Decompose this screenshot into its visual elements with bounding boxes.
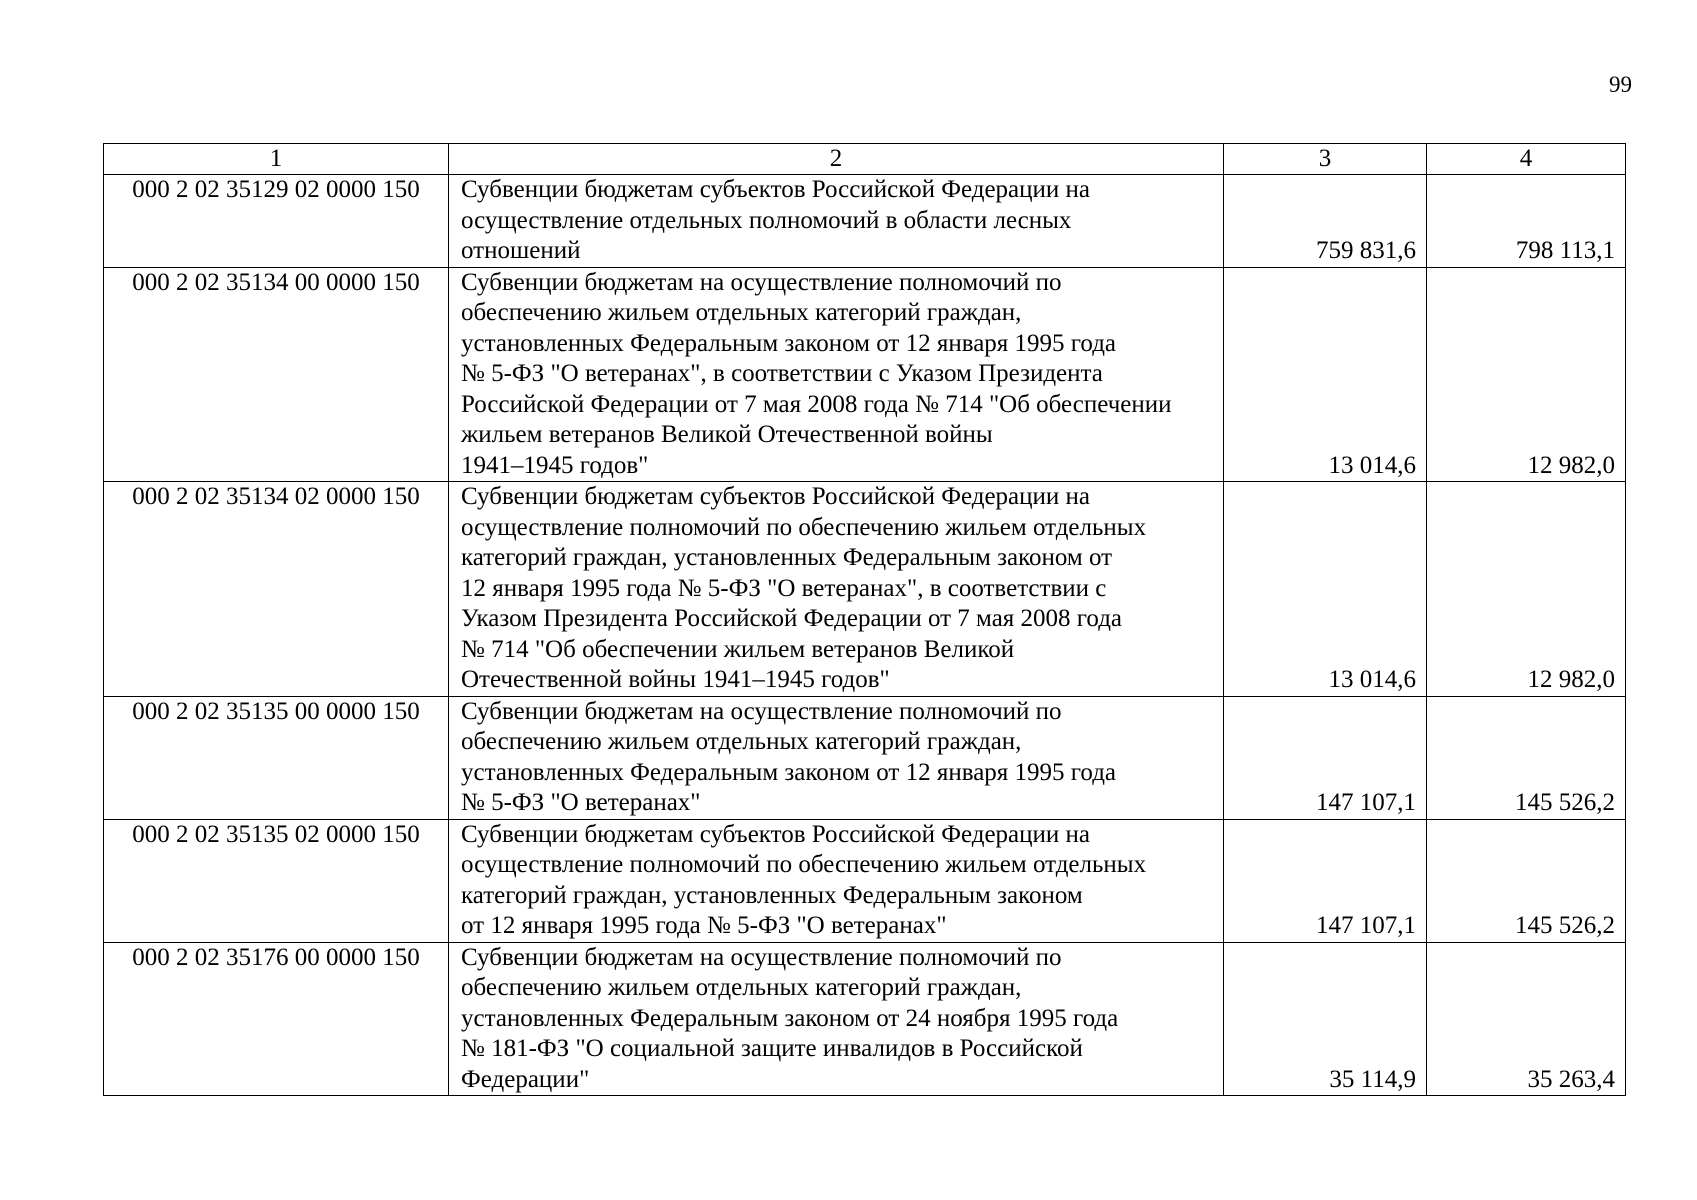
description-line: Субвенции бюджетам субъектов Российской Федерации на bbox=[461, 483, 1091, 510]
budget-table bbox=[103, 143, 1626, 1096]
budget-code-cell: 000 2 02 35134 00 0000 150 bbox=[104, 267, 449, 482]
budget-code-cell: 000 2 02 35135 00 0000 150 bbox=[104, 696, 449, 819]
amount-cell-col4: 35 263,4 bbox=[1427, 942, 1626, 1096]
amount-cell-col4: 798 113,1 bbox=[1427, 175, 1626, 268]
description-line: осуществление полномочий по обеспечению жильем отдельных bbox=[461, 851, 1147, 878]
description-line: категорий граждан, установленных Федеральным законом от bbox=[461, 544, 1113, 571]
description-line: осуществление отдельных полномочий в области лесных bbox=[461, 206, 1072, 234]
description-cell bbox=[449, 819, 1224, 942]
amount-cell-col3: 35 114,9 bbox=[1224, 942, 1427, 1096]
description-line: установленных Федеральным законом от 12 января 1995 года bbox=[461, 758, 1117, 786]
budget-code-cell: 000 2 02 35176 00 0000 150 bbox=[104, 942, 449, 1096]
table-row bbox=[104, 175, 1626, 268]
column-header: 4 bbox=[1427, 144, 1626, 175]
description-line: Субвенции бюджетам на осуществление полномочий по bbox=[461, 697, 1062, 725]
description-line: 12 января 1995 года № 5-ФЗ "О ветеранах", в соответствии с bbox=[461, 574, 1107, 602]
description-cell bbox=[449, 696, 1224, 819]
description-line: от 12 января 1995 года № 5-ФЗ "О ветеранах" bbox=[461, 912, 947, 939]
table-body bbox=[104, 175, 1626, 1096]
amount-cell-col4: 12 982,0 bbox=[1427, 482, 1626, 697]
description-cell bbox=[449, 482, 1224, 697]
description-line: № 5-ФЗ "О ветеранах", в соответствии с Указом Президента bbox=[461, 360, 1103, 387]
amount-cell-col3: 13 014,6 bbox=[1224, 267, 1427, 482]
column-header: 3 bbox=[1224, 144, 1427, 175]
description-line: Субвенции бюджетам на осуществление полномочий по bbox=[461, 268, 1062, 296]
budget-code-cell: 000 2 02 35134 02 0000 150 bbox=[104, 482, 449, 697]
amount-cell-col3: 759 831,6 bbox=[1224, 175, 1427, 268]
description-line: № 5-ФЗ "О ветеранах" bbox=[461, 789, 701, 816]
description-line: Субвенции бюджетам субъектов Российской Федерации на bbox=[461, 820, 1091, 848]
description-line: осуществление полномочий по обеспечению жильем отдельных bbox=[461, 513, 1147, 541]
description-cell bbox=[449, 942, 1224, 1096]
table-row bbox=[104, 482, 1626, 697]
amount-cell-col3: 147 107,1 bbox=[1224, 819, 1427, 942]
description-line: Субвенции бюджетам субъектов Российской Федерации на bbox=[461, 176, 1091, 203]
description-line: Субвенции бюджетам на осуществление полномочий по bbox=[461, 943, 1062, 971]
column-header: 1 bbox=[104, 144, 449, 175]
column-header: 2 bbox=[449, 144, 1224, 175]
description-line: № 181-ФЗ "О социальной защите инвалидов в Российской bbox=[461, 1035, 1083, 1062]
description-line: категорий граждан, установленных Федеральным законом bbox=[461, 881, 1083, 909]
table-row bbox=[104, 942, 1626, 1096]
description-line: Отечественной войны 1941–1945 годов" bbox=[461, 666, 890, 693]
table-row bbox=[104, 819, 1626, 942]
page-number: 99 bbox=[1609, 72, 1632, 97]
amount-cell-col3: 147 107,1 bbox=[1224, 696, 1427, 819]
description-line: Российской Федерации от 7 мая 2008 года № 714 "Об обеспечении bbox=[461, 390, 1172, 418]
table-header-row bbox=[104, 144, 1626, 175]
description-line: Федерации" bbox=[461, 1065, 590, 1093]
description-line: жильем ветеранов Великой Отечественной войны bbox=[461, 421, 993, 448]
description-line: обеспечению жильем отдельных категорий граждан, bbox=[461, 299, 1022, 326]
description-line: Указом Президента Российской Федерации от 7 мая 2008 года bbox=[461, 605, 1123, 632]
budget-code-cell: 000 2 02 35129 02 0000 150 bbox=[104, 175, 449, 268]
description-line: отношений bbox=[461, 237, 581, 264]
description-line: установленных Федеральным законом от 24 ноября 1995 года bbox=[461, 1004, 1119, 1032]
description-line: № 714 "Об обеспечении жильем ветеранов Великой bbox=[461, 635, 1015, 663]
budget-code-cell: 000 2 02 35135 02 0000 150 bbox=[104, 819, 449, 942]
amount-cell-col4: 145 526,2 bbox=[1427, 696, 1626, 819]
table-row bbox=[104, 696, 1626, 819]
table-row bbox=[104, 267, 1626, 482]
description-line: установленных Федеральным законом от 12 января 1995 года bbox=[461, 329, 1117, 357]
description-line: 1941–1945 годов" bbox=[461, 451, 649, 479]
description-cell bbox=[449, 267, 1224, 482]
amount-cell-col4: 12 982,0 bbox=[1427, 267, 1626, 482]
description-line: обеспечению жильем отдельных категорий граждан, bbox=[461, 728, 1022, 755]
amount-cell-col4: 145 526,2 bbox=[1427, 819, 1626, 942]
description-line: обеспечению жильем отдельных категорий граждан, bbox=[461, 974, 1022, 1001]
amount-cell-col3: 13 014,6 bbox=[1224, 482, 1427, 697]
description-cell bbox=[449, 175, 1224, 268]
